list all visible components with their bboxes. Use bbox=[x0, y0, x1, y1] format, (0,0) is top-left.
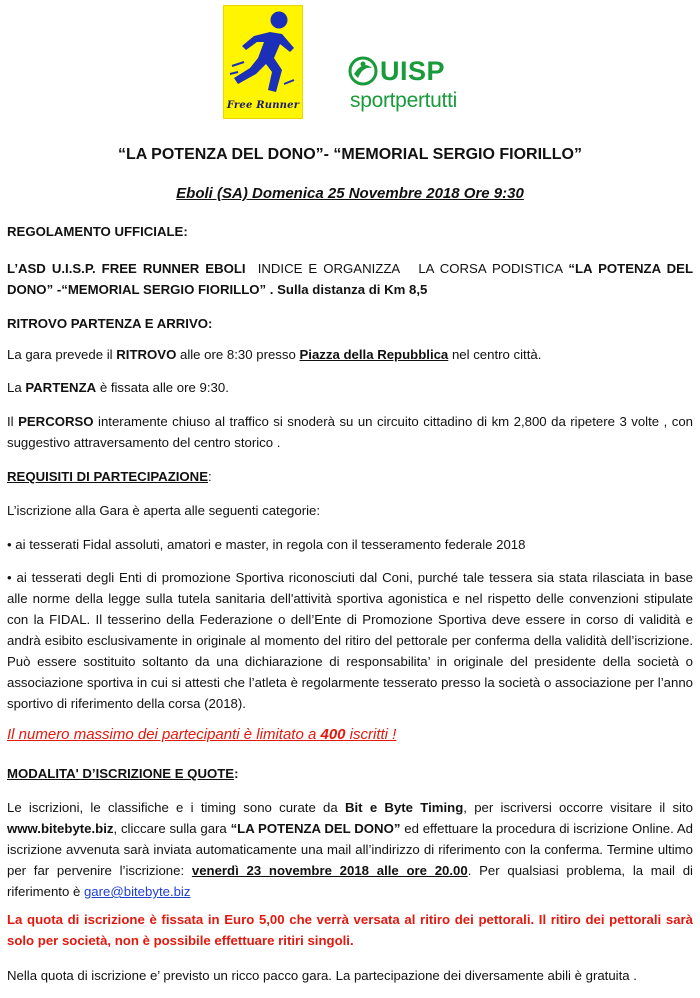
quota-paragraph: La quota di iscrizione è fissata in Euro 5,00 che verrà versata al ritiro dei pettorali. Il ritiro dei pettorali sarà solo per società, non è possibile effettuare ritiri singoli. bbox=[7, 912, 693, 948]
requisiti-heading: REQUISITI DI PARTECIPAZIONE: bbox=[7, 469, 212, 484]
event-date-line: Eboli (SA) Domenica 25 Novembre 2018 Ore 9:30 bbox=[176, 185, 524, 202]
iscrizione-intro: L’iscrizione alla Gara è aperta alle seguenti categorie: bbox=[7, 503, 321, 518]
partenza-paragraph: La PARTENZA è fissata alle ore 9:30. bbox=[7, 380, 229, 395]
intro-paragraph: L’ASD U.I.S.P. FREE RUNNER EBOLI INDICE E ORGANIZZA LA CORSA PODISTICA “LA POTENZA DEL DONO” -“MEMORIAL SERGIO FIORILLO” . Sulla distanza di Km 8,5 bbox=[7, 261, 694, 297]
ritrovo-paragraph: La gara prevede il RITROVO alle ore 8:30 presso Piazza della Repubblica nel centro città. bbox=[7, 347, 542, 362]
free-runner-logo bbox=[223, 5, 303, 119]
free-runner-wordmark: Free Runner bbox=[226, 100, 300, 111]
pacco-gara-paragraph: Nella quota di iscrizione e’ previsto un ricco pacco gara. La partecipazione dei diversamente abili è gratuita . bbox=[7, 968, 637, 983]
email-link[interactable]: gare@bitebyte.biz bbox=[83, 884, 191, 899]
uisp-name: UISP bbox=[380, 56, 446, 86]
uisp-logo bbox=[348, 54, 478, 120]
regolamento-heading: REGOLAMENTO UFFICIALE: bbox=[7, 224, 188, 239]
participant-limit-notice: Il numero massimo dei partecipanti è limitato a 400 iscritti ! bbox=[7, 726, 397, 743]
deadline-text: venerdì 23 novembre 2018 alle ore 20.00 bbox=[191, 863, 468, 878]
page-title: “LA POTENZA DEL DONO”- “MEMORIAL SERGIO FIORILLO” bbox=[118, 146, 582, 163]
ritrovo-heading: RITROVO PARTENZA E ARRIVO: bbox=[7, 316, 213, 331]
percorso-paragraph: Il PERCORSO interamente chiuso al traffico si snoderà su un circuito cittadino di km 2,800 da ripetere 3 volte , con suggestivo attraversamento del centro storico . bbox=[7, 414, 693, 450]
uisp-tagline: sportpertutti bbox=[350, 89, 457, 112]
modalita-heading: MODALITA' D’ISCRIZIONE E QUOTE: bbox=[7, 766, 239, 781]
category-bullet-fidal: • ai tesserati Fidal assoluti, amatori e master, in regola con il tesseramento federale 2018 bbox=[7, 537, 526, 552]
uisp-emblem-icon bbox=[348, 56, 378, 86]
website-link[interactable]: www.bitebyte.biz bbox=[7, 821, 114, 836]
category-bullet-enti: • ai tesserati degli Enti di promozione Sportiva riconosciuti dal Coni, purché tale tessera sia stata rilasciata in base alle norme della legge sulla tutela sanitaria dell'attività sportiva agonistica e nel rispetto delle convenzioni stipulate con la FIDAL. Il tesserino della Federazione o dell’Ente di Promozione Sportiva deve essere in corso di validità e andrà esibito esclusivamente in originale al momento del ritiro del pettorale per conferma della validità dell’iscrizione. Può essere sostituito soltanto da una dichiarazione di responsabilita’ in originale del presidente della società o associazione sportiva in cui si attesti che l’atleta è regolarmente tesserato presso la società o associazione per l’anno sportivo di riferimento della corsa (2018). bbox=[7, 570, 693, 711]
modalita-paragraph: Le iscrizioni, le classifiche e i timing sono curate da Bit e Byte Timing, per iscriversi occorre visitare il sito www.bitebyte.biz, cliccare sulla gara “LA POTENZA DEL DONO” ed effettuare la procedura di iscrizione Online. Ad iscrizione avvenuta sarà inviata automaticamente una mail all’indirizzo di riferimento con la conferma. Termine ultimo per far pervenire l’iscrizione: venerdì 23 novembre 2018 alle ore 20.00. Per qualsiasi problema, la mail di riferimento è gare@bitebyte.biz bbox=[7, 800, 693, 899]
